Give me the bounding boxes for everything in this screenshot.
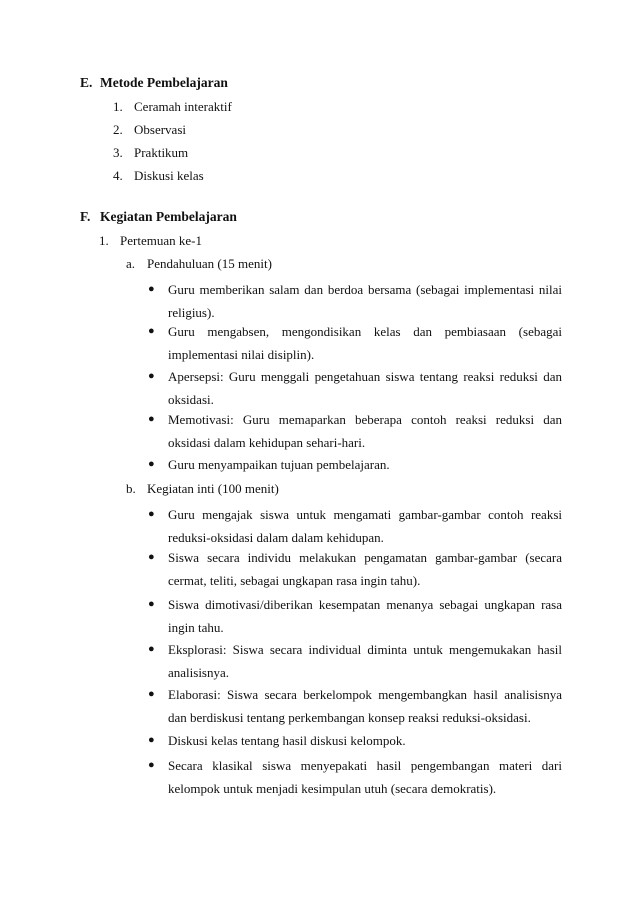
list-item-text: Siswa secara individu melakukan pengamatan gambar-gambar (secara cermat, teliti, sebagai ungkapan rasa ingin tahu). — [168, 550, 562, 588]
part-a-heading — [126, 256, 272, 272]
section-f-heading — [80, 209, 237, 225]
method-item — [113, 122, 186, 138]
list-item — [148, 546, 562, 592]
part-b-title: Kegiatan inti (100 menit) — [147, 481, 279, 496]
method-item-number: 2. — [113, 122, 123, 137]
section-e-heading — [80, 75, 228, 91]
list-item-text: Guru memberikan salam dan berdoa bersama (sebagai implementasi nilai religius). — [168, 282, 562, 320]
method-item-number: 3. — [113, 145, 123, 160]
method-item — [113, 145, 188, 161]
bullet-icon: ● — [148, 325, 155, 337]
list-item — [148, 453, 562, 476]
bullet-icon: ● — [148, 283, 155, 295]
list-item-text: Guru mengabsen, mengondisikan kelas dan pembiasaan (sebagai implementasi nilai disiplin). — [168, 324, 562, 362]
meeting-item — [99, 233, 202, 249]
list-item — [148, 408, 562, 454]
method-item — [113, 168, 204, 184]
meeting-text: Pertemuan ke-1 — [120, 233, 202, 248]
list-item-text: Siswa dimotivasi/diberikan kesempatan menanya sebagai ungkapan rasa ingin tahu. — [168, 597, 562, 635]
list-item-text: Eksplorasi: Siswa secara individual diminta untuk mengemukakan hasil analisisnya. — [168, 642, 562, 680]
method-item-number: 4. — [113, 168, 123, 183]
section-e-title: Metode Pembelajaran — [100, 75, 228, 90]
part-a-title: Pendahuluan (15 menit) — [147, 256, 272, 271]
method-item-text: Ceramah interaktif — [134, 99, 232, 114]
list-item-text: Apersepsi: Guru menggali pengetahuan siswa tentang reaksi reduksi dan oksidasi. — [168, 369, 562, 407]
list-item — [148, 503, 562, 549]
bullet-icon: ● — [148, 598, 155, 610]
bullet-icon: ● — [148, 688, 155, 700]
bullet-icon: ● — [148, 508, 155, 520]
list-item-text: Memotivasi: Guru memaparkan beberapa contoh reaksi reduksi dan oksidasi dalam kehidupan sehari-hari. — [168, 412, 562, 450]
list-item-text: Secara klasikal siswa menyepakati hasil pengembangan materi dari kelompok untuk menjadi kesimpulan utuh (secara demokratis). — [168, 758, 562, 796]
section-e-letter: E. — [80, 75, 93, 90]
method-item-text: Praktikum — [134, 145, 189, 160]
list-item — [148, 365, 562, 411]
list-item — [148, 754, 562, 800]
bullet-icon: ● — [148, 413, 155, 425]
list-item — [148, 278, 562, 324]
list-item-text: Guru menyampaikan tujuan pembelajaran. — [168, 457, 390, 472]
part-b-letter: b. — [126, 481, 136, 496]
list-item — [148, 593, 562, 639]
list-item — [148, 683, 562, 729]
bullet-icon: ● — [148, 458, 155, 470]
list-item-text: Diskusi kelas tentang hasil diskusi kelompok. — [168, 733, 406, 748]
bullet-icon: ● — [148, 643, 155, 655]
bullet-icon: ● — [148, 734, 155, 746]
bullet-icon: ● — [148, 370, 155, 382]
list-item — [148, 729, 562, 752]
list-item-text: Elaborasi: Siswa secara berkelompok mengembangkan hasil analisisnya dan berdiskusi tentang perkembangan konsep reaksi reduksi-oksidasi. — [168, 687, 562, 725]
list-item — [148, 638, 562, 684]
bullet-icon: ● — [148, 551, 155, 563]
bullet-icon: ● — [148, 759, 155, 771]
part-b-heading — [126, 481, 279, 497]
meeting-number: 1. — [99, 233, 109, 248]
section-f-letter: F. — [80, 209, 91, 224]
list-item-text: Guru mengajak siswa untuk mengamati gambar-gambar contoh reaksi reduksi-oksidasi dalam dalam kehidupan. — [168, 507, 562, 545]
list-item — [148, 320, 562, 366]
method-item-text: Observasi — [134, 122, 186, 137]
part-a-letter: a. — [126, 256, 136, 271]
method-item — [113, 99, 232, 115]
section-f-title: Kegiatan Pembelajaran — [100, 209, 237, 224]
method-item-text: Diskusi kelas — [134, 168, 204, 183]
method-item-number: 1. — [113, 99, 123, 114]
